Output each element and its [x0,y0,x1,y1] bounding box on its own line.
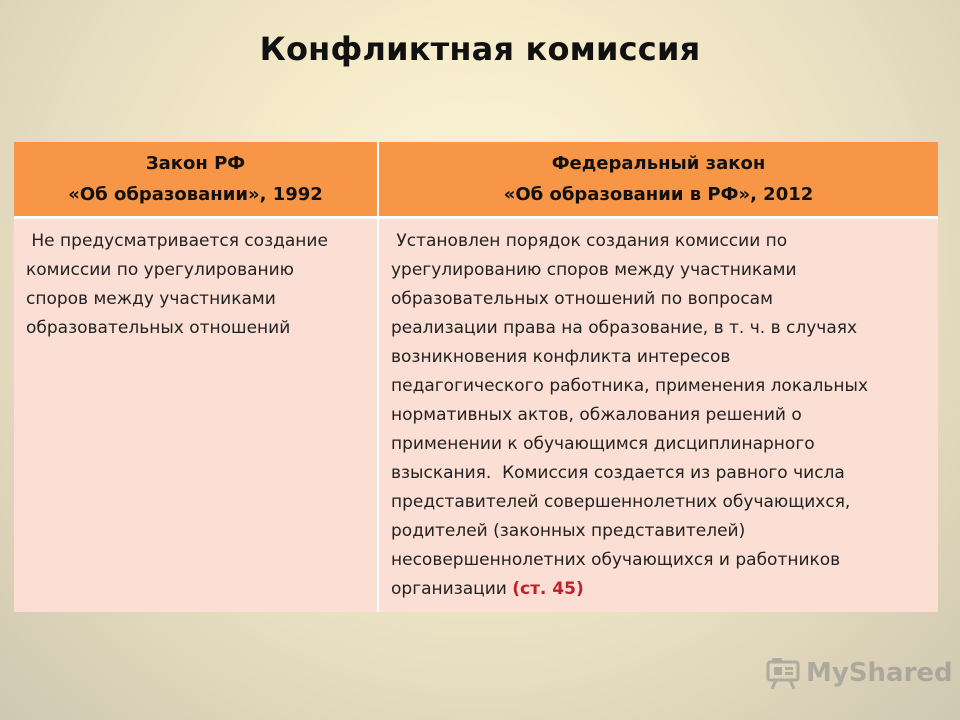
cell-line: возникновения конфликта интересов [391,347,731,367]
cell-line: представителей совершеннолетних обучающихся, [391,492,851,512]
comparison-table [14,142,938,612]
cell-law-2012 [378,218,938,613]
myshared-watermark [766,656,953,690]
header-law-1992 [14,142,378,218]
cell-line: родителей (законных представителей) [391,521,746,541]
header-law-2012-line1: Федеральный закон [551,153,766,174]
cell-line: образовательных отношений [26,318,291,338]
presentation-icon [766,656,800,690]
cell-line: нормативных актов, обжалования решений о [391,405,802,425]
slide-title: Конфликтная комиссия [259,30,701,68]
cell-line: образовательных отношений по вопросам [391,289,773,309]
header-law-1992-line1: Закон РФ [145,153,246,174]
cell-line: применении к обучающимся дисциплинарного [391,434,815,454]
cell-line: споров между участниками [26,289,276,309]
cell-line: реализации права на образование, в т. ч. в случаях [391,318,858,338]
header-law-1992-line2: «Об образовании», 1992 [68,184,323,205]
header-law-2012-line2: «Об образовании в РФ», 2012 [503,184,814,205]
article-reference: (ст. 45) [512,579,584,599]
cell-line: комиссии по урегулированию [26,260,294,280]
cell-last-text: организации [391,579,513,599]
cell-line: Установлен порядок создания комиссии по [391,231,788,251]
cell-line: взыскания. Комиссия создается из равного числа [391,463,845,483]
table-header-row [14,142,938,218]
cell-line: урегулированию споров между участниками [391,260,797,280]
cell-law-1992 [14,218,378,613]
cell-line: педагогического работника, применения локальных [391,376,869,396]
cell-line: Не предусматривается создание [26,231,328,251]
watermark-text: MyShared [806,658,953,688]
table-row [14,218,938,613]
cell-line-last [391,575,930,604]
cell-line: несовершеннолетних обучающихся и работников [391,550,841,570]
header-law-2012 [378,142,938,218]
